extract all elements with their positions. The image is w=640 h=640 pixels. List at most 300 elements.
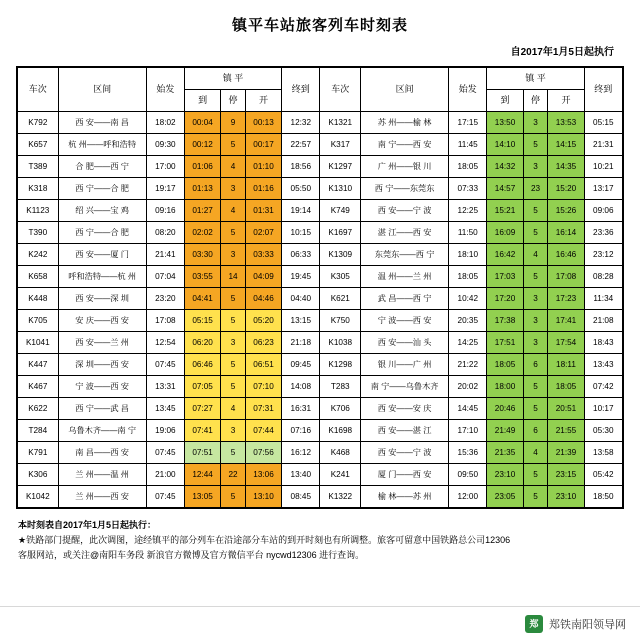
cell-stop-minutes: 5 [221, 486, 246, 508]
cell-departure-time: 06:51 [245, 354, 281, 376]
cell-terminal-time: 13:40 [282, 464, 320, 486]
cell-terminal-time: 21:18 [282, 332, 320, 354]
cell-origin-time: 17:15 [449, 112, 487, 134]
cell-arrival-time: 04:41 [185, 288, 221, 310]
col-header-stop-left: 停 [221, 90, 246, 112]
table-row [18, 244, 623, 266]
cell-terminal-time: 13:43 [584, 354, 622, 376]
cell-stop-minutes: 5 [523, 134, 548, 156]
cell-arrival-time: 14:57 [487, 178, 523, 200]
cell-stop-minutes: 3 [221, 244, 246, 266]
cell-route-range: 宁 波——西 安 [58, 376, 146, 398]
cell-origin-time: 18:02 [146, 112, 184, 134]
cell-arrival-time: 15:21 [487, 200, 523, 222]
cell-route-range: 呼和浩特——杭 州 [58, 266, 146, 288]
cell-arrival-time: 18:05 [487, 354, 523, 376]
cell-origin-time: 15:36 [449, 442, 487, 464]
cell-arrival-time: 23:05 [487, 486, 523, 508]
cell-train-number: K1322 [320, 486, 361, 508]
cell-origin-time: 13:45 [146, 398, 184, 420]
cell-train-number: K792 [18, 112, 59, 134]
cell-origin-time: 12:00 [449, 486, 487, 508]
cell-terminal-time: 14:08 [282, 376, 320, 398]
cell-route-range: 榆 林——苏 州 [361, 486, 449, 508]
cell-origin-time: 17:10 [449, 420, 487, 442]
cell-terminal-time: 13:58 [584, 442, 622, 464]
cell-origin-time: 14:45 [449, 398, 487, 420]
cell-route-range: 南 宁——乌鲁木齐 [361, 376, 449, 398]
cell-arrival-time: 06:20 [185, 332, 221, 354]
table-row [18, 288, 623, 310]
cell-stop-minutes: 23 [523, 178, 548, 200]
cell-train-number: T390 [18, 222, 59, 244]
cell-origin-time: 23:20 [146, 288, 184, 310]
cell-stop-minutes: 5 [221, 354, 246, 376]
cell-arrival-time: 21:49 [487, 420, 523, 442]
cell-stop-minutes: 3 [523, 288, 548, 310]
table-row [18, 464, 623, 486]
cell-terminal-time: 21:08 [584, 310, 622, 332]
cell-origin-time: 21:22 [449, 354, 487, 376]
cell-train-number: K242 [18, 244, 59, 266]
cell-stop-minutes: 6 [523, 420, 548, 442]
cell-terminal-time: 06:33 [282, 244, 320, 266]
cell-terminal-time: 23:36 [584, 222, 622, 244]
cell-train-number: K1042 [18, 486, 59, 508]
footer-bar [0, 606, 640, 640]
table-row [18, 354, 623, 376]
cell-arrival-time: 16:09 [487, 222, 523, 244]
cell-departure-time: 04:46 [245, 288, 281, 310]
cell-route-range: 西 宁——合 肥 [58, 222, 146, 244]
wechat-account[interactable] [525, 615, 626, 633]
cell-train-number: T284 [18, 420, 59, 442]
note-line-2: ★铁路部门提醒，此次调图，途经镇平的部分列车在沿途部分车站的到开时刻也有所调整。旅客可留意中国铁路总公司12306 [18, 535, 511, 545]
cell-departure-time: 13:53 [548, 112, 584, 134]
wechat-logo-icon: 郑 [525, 615, 543, 633]
cell-departure-time: 17:08 [548, 266, 584, 288]
cell-train-number: K305 [320, 266, 361, 288]
cell-route-range: 厦 门——西 安 [361, 464, 449, 486]
cell-stop-minutes: 4 [523, 244, 548, 266]
cell-departure-time: 13:06 [245, 464, 281, 486]
cell-departure-time: 15:20 [548, 178, 584, 200]
cell-departure-time: 18:05 [548, 376, 584, 398]
cell-train-number: K621 [320, 288, 361, 310]
col-header-arrive-right: 到 [487, 90, 523, 112]
cell-route-range: 东莞东——西 宁 [361, 244, 449, 266]
cell-terminal-time: 05:15 [584, 112, 622, 134]
col-header-train-left: 车次 [18, 68, 59, 112]
cell-stop-minutes: 5 [221, 134, 246, 156]
table-row [18, 112, 623, 134]
cell-stop-minutes: 5 [523, 486, 548, 508]
cell-train-number: K1041 [18, 332, 59, 354]
cell-arrival-time: 06:46 [185, 354, 221, 376]
cell-stop-minutes: 4 [221, 398, 246, 420]
cell-departure-time: 00:17 [245, 134, 281, 156]
table-row [18, 420, 623, 442]
cell-origin-time: 07:45 [146, 354, 184, 376]
cell-arrival-time: 12:44 [185, 464, 221, 486]
cell-departure-time: 20:51 [548, 398, 584, 420]
cell-route-range: 兰 州——西 安 [58, 486, 146, 508]
cell-terminal-time: 09:06 [584, 200, 622, 222]
cell-terminal-time: 09:45 [282, 354, 320, 376]
cell-stop-minutes: 3 [221, 420, 246, 442]
cell-terminal-time: 10:15 [282, 222, 320, 244]
cell-terminal-time: 07:42 [584, 376, 622, 398]
cell-train-number: K658 [18, 266, 59, 288]
cell-origin-time: 18:10 [449, 244, 487, 266]
cell-train-number: K468 [320, 442, 361, 464]
cell-stop-minutes: 5 [221, 376, 246, 398]
cell-train-number: K317 [320, 134, 361, 156]
cell-stop-minutes: 4 [221, 156, 246, 178]
cell-train-number: K241 [320, 464, 361, 486]
cell-arrival-time: 23:10 [487, 464, 523, 486]
cell-origin-time: 14:25 [449, 332, 487, 354]
cell-origin-time: 07:04 [146, 266, 184, 288]
cell-arrival-time: 03:55 [185, 266, 221, 288]
cell-route-range: 西 宁——武 昌 [58, 398, 146, 420]
cell-train-number: K1697 [320, 222, 361, 244]
table-row [18, 178, 623, 200]
note-line-3: 客服网站，或关注@南阳车务段 新浪官方微博及官方微信平台 nycwd12306 进行查询。 [18, 550, 365, 560]
cell-train-number: T389 [18, 156, 59, 178]
cell-departure-time: 16:14 [548, 222, 584, 244]
col-header-depart-left: 开 [245, 90, 281, 112]
cell-route-range: 兰 州——温 州 [58, 464, 146, 486]
cell-stop-minutes: 3 [523, 310, 548, 332]
cell-arrival-time: 00:12 [185, 134, 221, 156]
cell-terminal-time: 19:45 [282, 266, 320, 288]
table-row [18, 310, 623, 332]
cell-departure-time: 21:55 [548, 420, 584, 442]
cell-train-number: T283 [320, 376, 361, 398]
col-header-depart-right: 开 [548, 90, 584, 112]
cell-origin-time: 09:16 [146, 200, 184, 222]
col-header-end-left: 终到 [282, 68, 320, 112]
cell-stop-minutes: 4 [523, 442, 548, 464]
cell-arrival-time: 18:00 [487, 376, 523, 398]
cell-route-range: 西 安——厦 门 [58, 244, 146, 266]
cell-departure-time: 21:39 [548, 442, 584, 464]
timetable [17, 67, 623, 508]
cell-route-range: 西 安——宁 波 [361, 200, 449, 222]
cell-stop-minutes: 5 [523, 200, 548, 222]
cell-departure-time: 01:16 [245, 178, 281, 200]
cell-arrival-time: 03:30 [185, 244, 221, 266]
cell-arrival-time: 21:35 [487, 442, 523, 464]
table-row [18, 134, 623, 156]
col-header-zhenping-right: 镇 平 [487, 68, 584, 90]
cell-train-number: K749 [320, 200, 361, 222]
cell-terminal-time: 23:12 [584, 244, 622, 266]
cell-origin-time: 20:35 [449, 310, 487, 332]
cell-origin-time: 21:00 [146, 464, 184, 486]
cell-train-number: K1309 [320, 244, 361, 266]
cell-route-range: 西 宁——合 肥 [58, 178, 146, 200]
cell-terminal-time: 18:43 [584, 332, 622, 354]
cell-origin-time: 08:20 [146, 222, 184, 244]
cell-departure-time: 14:15 [548, 134, 584, 156]
cell-origin-time: 09:50 [449, 464, 487, 486]
cell-arrival-time: 20:46 [487, 398, 523, 420]
cell-train-number: K306 [18, 464, 59, 486]
cell-stop-minutes: 5 [221, 310, 246, 332]
cell-arrival-time: 07:51 [185, 442, 221, 464]
cell-route-range: 西 安——南 昌 [58, 112, 146, 134]
cell-stop-minutes: 5 [523, 222, 548, 244]
cell-departure-time: 13:10 [245, 486, 281, 508]
col-header-stop-right: 停 [523, 90, 548, 112]
cell-arrival-time: 17:51 [487, 332, 523, 354]
table-row [18, 156, 623, 178]
cell-train-number: K1298 [320, 354, 361, 376]
cell-train-number: K706 [320, 398, 361, 420]
cell-train-number: K705 [18, 310, 59, 332]
cell-arrival-time: 17:20 [487, 288, 523, 310]
cell-stop-minutes: 5 [523, 376, 548, 398]
cell-arrival-time: 00:04 [185, 112, 221, 134]
cell-stop-minutes: 5 [523, 464, 548, 486]
cell-route-range: 绍 兴——宝 鸡 [58, 200, 146, 222]
table-row [18, 332, 623, 354]
cell-terminal-time: 08:45 [282, 486, 320, 508]
cell-origin-time: 07:45 [146, 486, 184, 508]
cell-arrival-time: 14:10 [487, 134, 523, 156]
cell-departure-time: 03:33 [245, 244, 281, 266]
cell-arrival-time: 05:15 [185, 310, 221, 332]
cell-route-range: 西 安——湛 江 [361, 420, 449, 442]
cell-terminal-time: 07:16 [282, 420, 320, 442]
cell-origin-time: 10:42 [449, 288, 487, 310]
table-row [18, 398, 623, 420]
cell-departure-time: 00:13 [245, 112, 281, 134]
cell-arrival-time: 14:32 [487, 156, 523, 178]
timetable-container [16, 66, 624, 509]
cell-route-range: 南 宁——西 安 [361, 134, 449, 156]
cell-route-range: 宁 波——西 安 [361, 310, 449, 332]
cell-departure-time: 06:23 [245, 332, 281, 354]
cell-terminal-time: 12:32 [282, 112, 320, 134]
cell-departure-time: 23:10 [548, 486, 584, 508]
cell-stop-minutes: 4 [221, 200, 246, 222]
cell-departure-time: 07:44 [245, 420, 281, 442]
wechat-account-name: 郑铁南阳领导网 [549, 618, 626, 631]
cell-origin-time: 17:08 [146, 310, 184, 332]
cell-arrival-time: 13:50 [487, 112, 523, 134]
col-header-train-right: 车次 [320, 68, 361, 112]
cell-origin-time: 13:31 [146, 376, 184, 398]
cell-train-number: K318 [18, 178, 59, 200]
table-row [18, 200, 623, 222]
col-header-range-left: 区间 [58, 68, 146, 112]
cell-route-range: 杭 州——呼和浩特 [58, 134, 146, 156]
cell-arrival-time: 17:03 [487, 266, 523, 288]
cell-arrival-time: 07:41 [185, 420, 221, 442]
cell-origin-time: 18:05 [449, 266, 487, 288]
cell-stop-minutes: 5 [523, 398, 548, 420]
cell-terminal-time: 11:34 [584, 288, 622, 310]
cell-departure-time: 04:09 [245, 266, 281, 288]
cell-stop-minutes: 14 [221, 266, 246, 288]
cell-departure-time: 07:31 [245, 398, 281, 420]
cell-origin-time: 20:02 [449, 376, 487, 398]
cell-route-range: 银 川——广 州 [361, 354, 449, 376]
cell-terminal-time: 22:57 [282, 134, 320, 156]
cell-arrival-time: 13:05 [185, 486, 221, 508]
cell-route-range: 湛 江——西 安 [361, 222, 449, 244]
cell-train-number: K1297 [320, 156, 361, 178]
cell-train-number: K622 [18, 398, 59, 420]
col-header-start-right: 始发 [449, 68, 487, 112]
cell-terminal-time: 05:30 [584, 420, 622, 442]
cell-departure-time: 07:56 [245, 442, 281, 464]
cell-terminal-time: 05:50 [282, 178, 320, 200]
cell-origin-time: 11:45 [449, 134, 487, 156]
cell-train-number: K448 [18, 288, 59, 310]
col-header-arrive-left: 到 [185, 90, 221, 112]
timetable-body [18, 68, 623, 508]
cell-departure-time: 17:23 [548, 288, 584, 310]
cell-route-range: 安 庆——西 安 [58, 310, 146, 332]
cell-stop-minutes: 9 [221, 112, 246, 134]
cell-origin-time: 21:41 [146, 244, 184, 266]
cell-terminal-time: 19:14 [282, 200, 320, 222]
col-header-start-left: 始发 [146, 68, 184, 112]
cell-route-range: 西 安——兰 州 [58, 332, 146, 354]
table-row [18, 442, 623, 464]
cell-train-number: K1123 [18, 200, 59, 222]
cell-stop-minutes: 3 [523, 156, 548, 178]
cell-route-range: 西 安——宁 波 [361, 442, 449, 464]
table-header-row-1 [18, 68, 623, 90]
cell-stop-minutes: 6 [523, 354, 548, 376]
note-line-1: 本时刻表自2017年1月5日起执行： [18, 520, 157, 530]
cell-departure-time: 18:11 [548, 354, 584, 376]
cell-origin-time: 19:06 [146, 420, 184, 442]
cell-terminal-time: 08:28 [584, 266, 622, 288]
cell-stop-minutes: 3 [523, 112, 548, 134]
cell-arrival-time: 01:13 [185, 178, 221, 200]
cell-route-range: 合 肥——西 宁 [58, 156, 146, 178]
cell-arrival-time: 07:27 [185, 398, 221, 420]
cell-departure-time: 23:15 [548, 464, 584, 486]
cell-departure-time: 14:35 [548, 156, 584, 178]
cell-origin-time: 07:33 [449, 178, 487, 200]
cell-train-number: K657 [18, 134, 59, 156]
cell-arrival-time: 16:42 [487, 244, 523, 266]
cell-departure-time: 01:10 [245, 156, 281, 178]
cell-departure-time: 17:54 [548, 332, 584, 354]
cell-stop-minutes: 3 [221, 332, 246, 354]
cell-departure-time: 05:20 [245, 310, 281, 332]
cell-departure-time: 01:31 [245, 200, 281, 222]
cell-train-number: K447 [18, 354, 59, 376]
cell-train-number: K750 [320, 310, 361, 332]
cell-terminal-time: 13:15 [282, 310, 320, 332]
cell-train-number: K1321 [320, 112, 361, 134]
cell-terminal-time: 10:21 [584, 156, 622, 178]
col-header-zhenping-left: 镇 平 [185, 68, 282, 90]
cell-stop-minutes: 5 [221, 442, 246, 464]
cell-origin-time: 19:17 [146, 178, 184, 200]
cell-route-range: 广 州——银 川 [361, 156, 449, 178]
cell-route-range: 西 安——汕 头 [361, 332, 449, 354]
cell-terminal-time: 16:12 [282, 442, 320, 464]
cell-origin-time: 09:30 [146, 134, 184, 156]
cell-route-range: 武 昌——西 宁 [361, 288, 449, 310]
cell-route-range: 深 圳——西 安 [58, 354, 146, 376]
table-row [18, 376, 623, 398]
col-header-range-right: 区间 [361, 68, 449, 112]
cell-route-range: 温 州——兰 州 [361, 266, 449, 288]
cell-route-range: 南 昌——西 安 [58, 442, 146, 464]
cell-departure-time: 07:10 [245, 376, 281, 398]
cell-terminal-time: 18:56 [282, 156, 320, 178]
page-title: 镇平车站旅客列车时刻表 [231, 17, 408, 34]
table-row [18, 486, 623, 508]
cell-route-range: 西 安——安 庆 [361, 398, 449, 420]
cell-origin-time: 17:00 [146, 156, 184, 178]
cell-stop-minutes: 5 [221, 288, 246, 310]
effective-date: 自2017年1月5日起执行 [510, 47, 614, 58]
cell-terminal-time: 18:50 [584, 486, 622, 508]
cell-arrival-time: 01:27 [185, 200, 221, 222]
cell-arrival-time: 01:06 [185, 156, 221, 178]
cell-origin-time: 12:25 [449, 200, 487, 222]
cell-terminal-time: 16:31 [282, 398, 320, 420]
table-row [18, 222, 623, 244]
cell-stop-minutes: 3 [221, 178, 246, 200]
cell-route-range: 乌鲁木齐——南 宁 [58, 420, 146, 442]
notes-block [18, 518, 622, 563]
cell-train-number: K467 [18, 376, 59, 398]
cell-route-range: 苏 州——榆 林 [361, 112, 449, 134]
cell-route-range: 西 宁——东莞东 [361, 178, 449, 200]
cell-terminal-time: 21:31 [584, 134, 622, 156]
cell-route-range: 西 安——深 圳 [58, 288, 146, 310]
cell-stop-minutes: 3 [523, 332, 548, 354]
cell-train-number: K1038 [320, 332, 361, 354]
cell-train-number: K1310 [320, 178, 361, 200]
table-row [18, 266, 623, 288]
cell-departure-time: 16:46 [548, 244, 584, 266]
cell-origin-time: 07:45 [146, 442, 184, 464]
cell-train-number: K1698 [320, 420, 361, 442]
cell-stop-minutes: 5 [221, 222, 246, 244]
cell-terminal-time: 04:40 [282, 288, 320, 310]
cell-terminal-time: 13:17 [584, 178, 622, 200]
cell-stop-minutes: 22 [221, 464, 246, 486]
cell-train-number: K791 [18, 442, 59, 464]
cell-stop-minutes: 5 [523, 266, 548, 288]
cell-arrival-time: 17:38 [487, 310, 523, 332]
cell-origin-time: 12:54 [146, 332, 184, 354]
cell-arrival-time: 02:02 [185, 222, 221, 244]
cell-departure-time: 15:26 [548, 200, 584, 222]
cell-origin-time: 11:50 [449, 222, 487, 244]
cell-departure-time: 02:07 [245, 222, 281, 244]
cell-origin-time: 18:05 [449, 156, 487, 178]
col-header-end-right: 终到 [584, 68, 622, 112]
cell-departure-time: 17:41 [548, 310, 584, 332]
cell-terminal-time: 10:17 [584, 398, 622, 420]
cell-arrival-time: 07:05 [185, 376, 221, 398]
cell-terminal-time: 05:42 [584, 464, 622, 486]
